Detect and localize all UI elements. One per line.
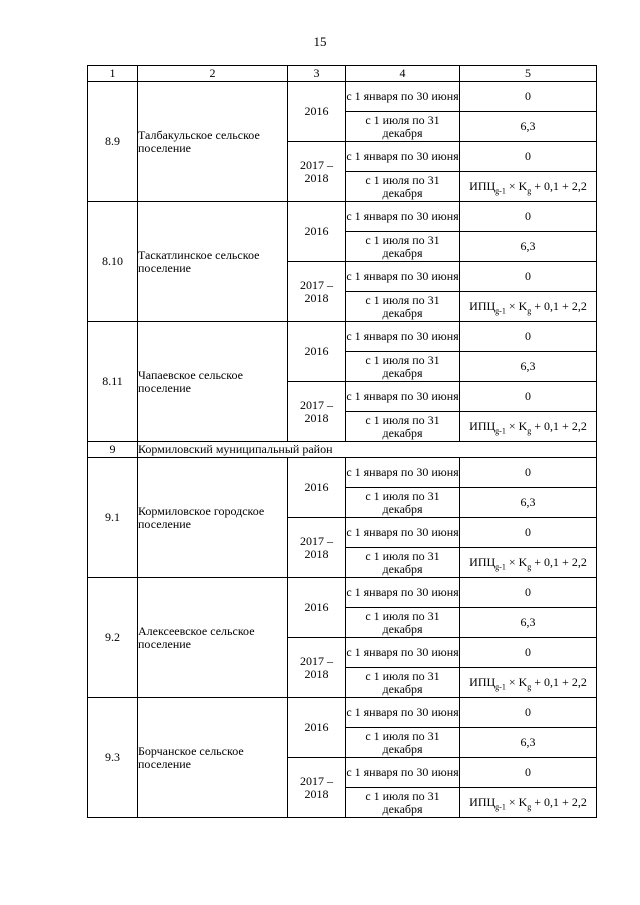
period-cell: с 1 января по 30 июня	[346, 202, 460, 232]
formula-sub: g	[527, 802, 532, 812]
formula-base: ИПЦ	[469, 555, 496, 569]
table-row	[88, 698, 597, 728]
period-cell: с 1 января по 30 июня	[346, 698, 460, 728]
settlement-name: Кормиловское городское поселение	[138, 458, 288, 578]
formula-sub: g-1	[495, 426, 506, 436]
period-cell: с 1 июля по 31 декабря	[346, 172, 460, 202]
table-row	[88, 202, 597, 232]
settlement-name: Борчанское сельское поселение	[138, 698, 288, 818]
formula-tail: + 0,1 + 2,2	[531, 555, 587, 569]
formula-base: ИПЦ	[469, 675, 496, 689]
table-row	[88, 322, 597, 352]
formula-tail: + 0,1 + 2,2	[531, 795, 587, 809]
value-cell: 6,3	[460, 352, 597, 382]
formula-mult: × K	[505, 795, 528, 809]
period-cell: с 1 июля по 31 декабря	[346, 352, 460, 382]
formula-sub: g	[527, 682, 532, 692]
value-cell: 6,3	[460, 728, 597, 758]
value-cell: 6,3	[460, 232, 597, 262]
value-cell	[460, 548, 597, 578]
year-cell: 2017 – 2018	[288, 638, 346, 698]
period-cell: с 1 июля по 31 декабря	[346, 232, 460, 262]
region-number: 9	[88, 442, 138, 458]
formula-mult: × K	[505, 675, 528, 689]
value-cell: 0	[460, 142, 597, 172]
period-cell: с 1 января по 30 июня	[346, 518, 460, 548]
value-cell: 0	[460, 82, 597, 112]
table-row	[88, 82, 597, 112]
period-cell: с 1 января по 30 июня	[346, 458, 460, 488]
period-cell: с 1 июля по 31 декабря	[346, 412, 460, 442]
value-cell	[460, 668, 597, 698]
settlement-name: Талбакульское сельское поселение	[138, 82, 288, 202]
year-cell: 2017 – 2018	[288, 142, 346, 202]
formula-sub: g	[527, 186, 532, 196]
value-cell: 0	[460, 578, 597, 608]
value-cell: 6,3	[460, 608, 597, 638]
period-cell: с 1 июля по 31 декабря	[346, 112, 460, 142]
formula-sub: g-1	[495, 186, 506, 196]
period-cell: с 1 июля по 31 декабря	[346, 548, 460, 578]
period-cell: с 1 января по 30 июня	[346, 82, 460, 112]
formula	[469, 419, 587, 436]
value-cell	[460, 412, 597, 442]
formula-base: ИПЦ	[469, 795, 496, 809]
period-cell: с 1 января по 30 июня	[346, 322, 460, 352]
formula	[469, 675, 587, 692]
value-cell: 0	[460, 518, 597, 548]
formula-sub: g	[527, 306, 532, 316]
formula-sub: g-1	[495, 682, 506, 692]
formula-sub: g	[527, 562, 532, 572]
tariff-table	[87, 65, 597, 818]
settlement-number: 9.1	[88, 458, 138, 578]
header-cell: 5	[460, 66, 597, 82]
settlement-number: 9.3	[88, 698, 138, 818]
header-cell: 2	[138, 66, 288, 82]
value-cell: 0	[460, 698, 597, 728]
year-cell: 2016	[288, 322, 346, 382]
value-cell	[460, 788, 597, 818]
formula-base: ИПЦ	[469, 419, 496, 433]
period-cell: с 1 января по 30 июня	[346, 758, 460, 788]
period-cell: с 1 января по 30 июня	[346, 382, 460, 412]
settlement-number: 8.9	[88, 82, 138, 202]
year-cell: 2016	[288, 458, 346, 518]
formula	[469, 299, 587, 316]
period-cell: с 1 июля по 31 декабря	[346, 668, 460, 698]
settlement-name: Таскатлинское сельское поселение	[138, 202, 288, 322]
formula-tail: + 0,1 + 2,2	[531, 299, 587, 313]
header-row	[88, 66, 597, 82]
year-cell: 2017 – 2018	[288, 262, 346, 322]
period-cell: с 1 января по 30 июня	[346, 262, 460, 292]
formula-mult: × K	[505, 179, 528, 193]
period-cell: с 1 июля по 31 декабря	[346, 728, 460, 758]
formula-mult: × K	[505, 419, 528, 433]
value-cell	[460, 292, 597, 322]
period-cell: с 1 июля по 31 декабря	[346, 488, 460, 518]
value-cell: 0	[460, 758, 597, 788]
settlement-name: Алексеевское сельское поселение	[138, 578, 288, 698]
region-name: Кормиловский муниципальный район	[138, 442, 597, 458]
period-cell: с 1 января по 30 июня	[346, 578, 460, 608]
page-number: 15	[313, 34, 327, 49]
formula	[469, 179, 587, 196]
year-cell: 2016	[288, 82, 346, 142]
settlement-name: Чапаевское сельское поселение	[138, 322, 288, 442]
value-cell: 0	[460, 638, 597, 668]
period-cell: с 1 июля по 31 декабря	[346, 608, 460, 638]
header-cell: 3	[288, 66, 346, 82]
formula-mult: × K	[505, 555, 528, 569]
year-cell: 2017 – 2018	[288, 518, 346, 578]
settlement-number: 8.11	[88, 322, 138, 442]
year-cell: 2017 – 2018	[288, 758, 346, 818]
value-cell	[460, 172, 597, 202]
value-cell: 6,3	[460, 488, 597, 518]
formula-tail: + 0,1 + 2,2	[531, 179, 587, 193]
formula-base: ИПЦ	[469, 299, 496, 313]
value-cell: 0	[460, 202, 597, 232]
value-cell: 0	[460, 322, 597, 352]
year-cell: 2016	[288, 578, 346, 638]
formula-base: ИПЦ	[469, 179, 496, 193]
formula-tail: + 0,1 + 2,2	[531, 419, 587, 433]
period-cell: с 1 января по 30 июня	[346, 638, 460, 668]
table-row	[88, 458, 597, 488]
value-cell: 0	[460, 458, 597, 488]
formula-sub: g-1	[495, 802, 506, 812]
value-cell: 0	[460, 262, 597, 292]
formula-sub: g	[527, 426, 532, 436]
formula	[469, 795, 587, 812]
table-row	[88, 578, 597, 608]
formula-sub: g-1	[495, 306, 506, 316]
formula-mult: × K	[505, 299, 528, 313]
period-cell: с 1 июля по 31 декабря	[346, 788, 460, 818]
period-cell: с 1 июля по 31 декабря	[346, 292, 460, 322]
period-cell: с 1 января по 30 июня	[346, 142, 460, 172]
year-cell: 2016	[288, 698, 346, 758]
value-cell: 0	[460, 382, 597, 412]
settlement-number: 8.10	[88, 202, 138, 322]
formula-sub: g-1	[495, 562, 506, 572]
year-cell: 2016	[288, 202, 346, 262]
formula	[469, 555, 587, 572]
settlement-number: 9.2	[88, 578, 138, 698]
year-cell: 2017 – 2018	[288, 382, 346, 442]
formula-tail: + 0,1 + 2,2	[531, 675, 587, 689]
header-cell: 4	[346, 66, 460, 82]
region-row	[88, 442, 597, 458]
value-cell: 6,3	[460, 112, 597, 142]
header-cell: 1	[88, 66, 138, 82]
